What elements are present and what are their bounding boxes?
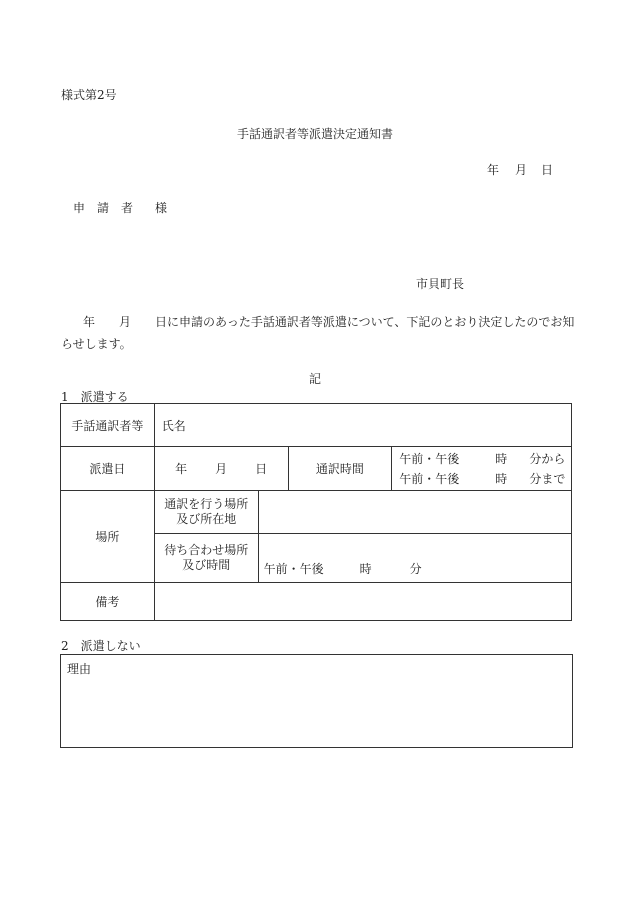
venue-cell[interactable] (258, 491, 571, 534)
sender-name: 市貝町長 (416, 277, 465, 291)
addressee-name: 申 請 者 (73, 201, 134, 215)
ki-heading: 記 (308, 372, 321, 386)
interpret-time-cell[interactable] (392, 447, 572, 491)
reason-box[interactable] (60, 654, 573, 748)
time-from-minute: 分から (529, 451, 566, 466)
reason-label: 理由 (67, 662, 92, 676)
issue-date-month: 月 (515, 163, 528, 177)
dispatch-date-month: 月 (215, 462, 228, 476)
time-from-ampm: 午前・午後 (399, 451, 460, 466)
venue-label (154, 491, 258, 534)
issue-date-day: 日 (541, 163, 554, 177)
meet-ampm: 午前・午後 (263, 562, 324, 576)
time-from-hour: 時 (495, 451, 508, 466)
time-to (399, 469, 571, 489)
name-cell[interactable] (154, 404, 571, 447)
time-to-hour: 時 (495, 471, 508, 486)
venue-label-line2: 及び所在地 (176, 512, 237, 526)
dispatch-table (60, 403, 572, 621)
section1-heading: 1 派遣する (61, 390, 129, 404)
section2-heading: 2 派遣しない (61, 639, 141, 653)
time-from (399, 449, 571, 469)
issue-date-year: 年 (487, 163, 500, 177)
meet-hour: 時 (359, 562, 372, 576)
document-title: 手話通訳者等派遣決定通知書 (236, 127, 393, 141)
meeting-cell[interactable] (258, 534, 571, 583)
interpreter-label: 手話通訳者等 (61, 404, 155, 447)
issue-date (487, 161, 553, 178)
interpret-time-label: 通訳時間 (288, 447, 392, 491)
notice-body-text: 年 月 日に申請のあった手話通訳者等派遣について、下記のとおり決定したのでお知らせします。 (61, 315, 575, 351)
dispatch-date-label: 派遣日 (61, 447, 155, 491)
form-number: 様式第2号 (61, 88, 117, 102)
dispatch-date-day: 日 (255, 462, 268, 476)
meeting-label-line2: 及び時間 (182, 558, 231, 572)
meeting-label-line1: 待ち合わせ場所 (164, 543, 249, 557)
place-label: 場所 (61, 491, 155, 583)
remarks-label: 備考 (61, 583, 155, 621)
venue-label-line1: 通訳を行う場所 (164, 497, 249, 511)
dispatch-date-cell[interactable] (154, 447, 288, 491)
time-to-ampm: 午前・午後 (399, 471, 460, 486)
addressee-honorific: 様 (155, 201, 168, 215)
addressee (73, 199, 167, 216)
dispatch-date-year: 年 (175, 462, 188, 476)
name-label: 氏名 (161, 418, 186, 433)
remarks-cell[interactable] (154, 583, 571, 621)
meeting-label (154, 534, 258, 583)
meet-minute: 分 (409, 562, 422, 576)
time-to-minute: 分まで (529, 471, 566, 486)
